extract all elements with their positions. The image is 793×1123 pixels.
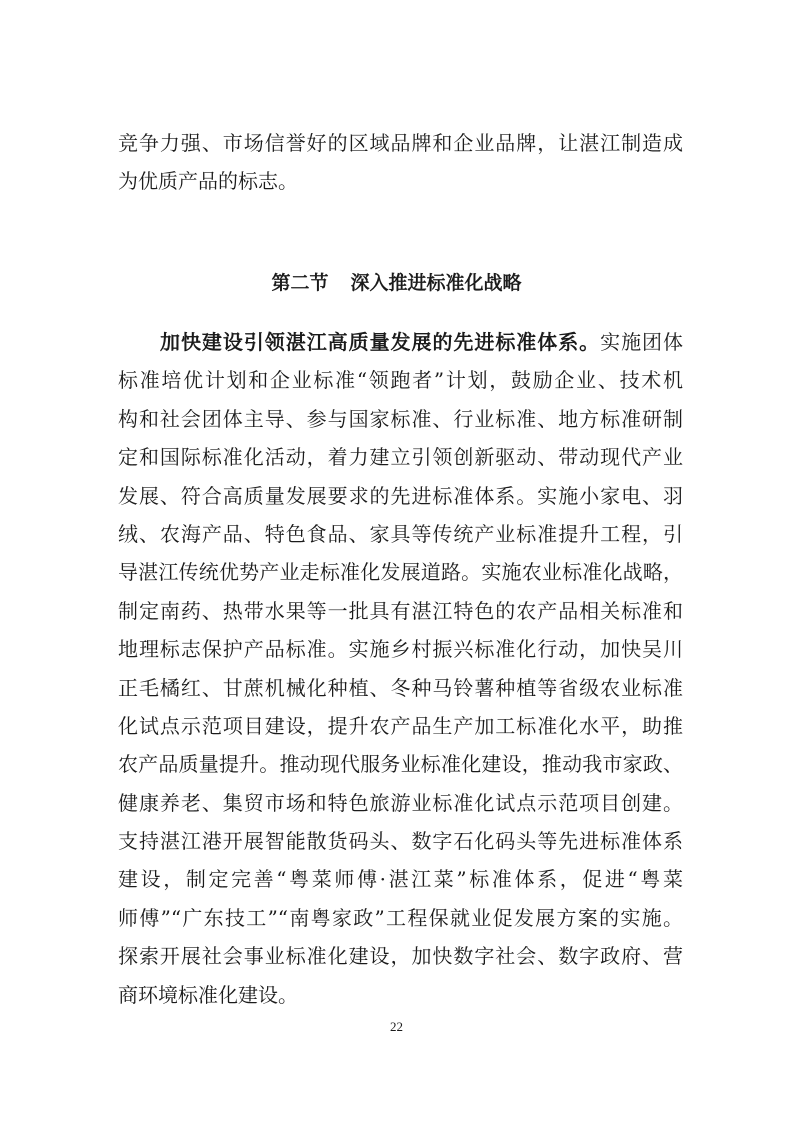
paragraph-line: 化试点示范项目建设，提升农产品生产加工标准化水平，助推 <box>118 713 683 738</box>
lead-sentence-bold: 加快建设引领湛江高质量发展的先进标准体系。 <box>160 330 601 354</box>
paragraph-line: 农产品质量提升。推动现代服务业标准化建设，推动我市家政、 <box>118 752 683 777</box>
paragraph-line: 竞争力强、市场信誉好的区域品牌和企业品牌，让湛江制造成 <box>118 131 683 155</box>
paragraph-line: 师傅”“广东技工”“南粤家政”工程保就业促发展方案的实施。 <box>118 905 683 930</box>
paragraph-line: 构和社会团体主导、参与国家标准、行业标准、地方标准研制 <box>118 406 683 431</box>
continued-paragraph <box>118 124 683 201</box>
paragraph-line: 导湛江传统优势产业走标准化发展道路。实施农业标准化战略， <box>118 560 683 585</box>
paragraph-first-line <box>118 323 683 361</box>
paragraph-line: 制定南药、热带水果等一批具有湛江特色的农产品相关标准和 <box>118 598 683 623</box>
paragraph-line: 为优质产品的标志。 <box>118 169 298 194</box>
paragraph-last-line: 商环境标准化建设。 <box>118 982 298 1007</box>
paragraph-line: 探索开展社会事业标准化建设，加快数字社会、数字政府、营 <box>118 944 683 969</box>
paragraph-line: 支持湛江港开展智能散货码头、数字石化码头等先进标准体系 <box>118 829 683 854</box>
section-number: 第二节 <box>271 272 329 294</box>
paragraph-line: 定和国际标准化活动，着力建立引领创新驱动、带动现代产业 <box>118 445 683 470</box>
paragraph-line: 发展、符合高质量发展要求的先进标准体系。实施小家电、羽 <box>118 483 683 508</box>
paragraph-line: 正毛橘红、甘蔗机械化种植、冬种马铃薯种植等省级农业标准 <box>118 675 683 700</box>
paragraph-line: 建设，制定完善“粤菜师傅·湛江菜”标准体系，促进“粤菜 <box>118 867 683 892</box>
paragraph-line: 绒、农海产品、特色食品、家具等传统产业标准提升工程，引 <box>118 521 683 546</box>
paragraph-line: 地理标志保护产品标准。实施乡村振兴标准化行动，加快吴川 <box>118 637 683 662</box>
first-line-text: 实施团体 <box>600 330 684 354</box>
body-paragraph <box>118 323 683 1014</box>
paragraph-line: 健康养老、集贸市场和特色旅游业标准化试点示范项目创建。 <box>118 790 683 815</box>
section-heading <box>0 264 793 302</box>
paragraph-line: 标准培优计划和企业标准“领跑者”计划，鼓励企业、技术机 <box>118 368 683 393</box>
page-number: 22 <box>390 1019 403 1034</box>
section-title: 深入推进标准化战略 <box>350 272 522 294</box>
